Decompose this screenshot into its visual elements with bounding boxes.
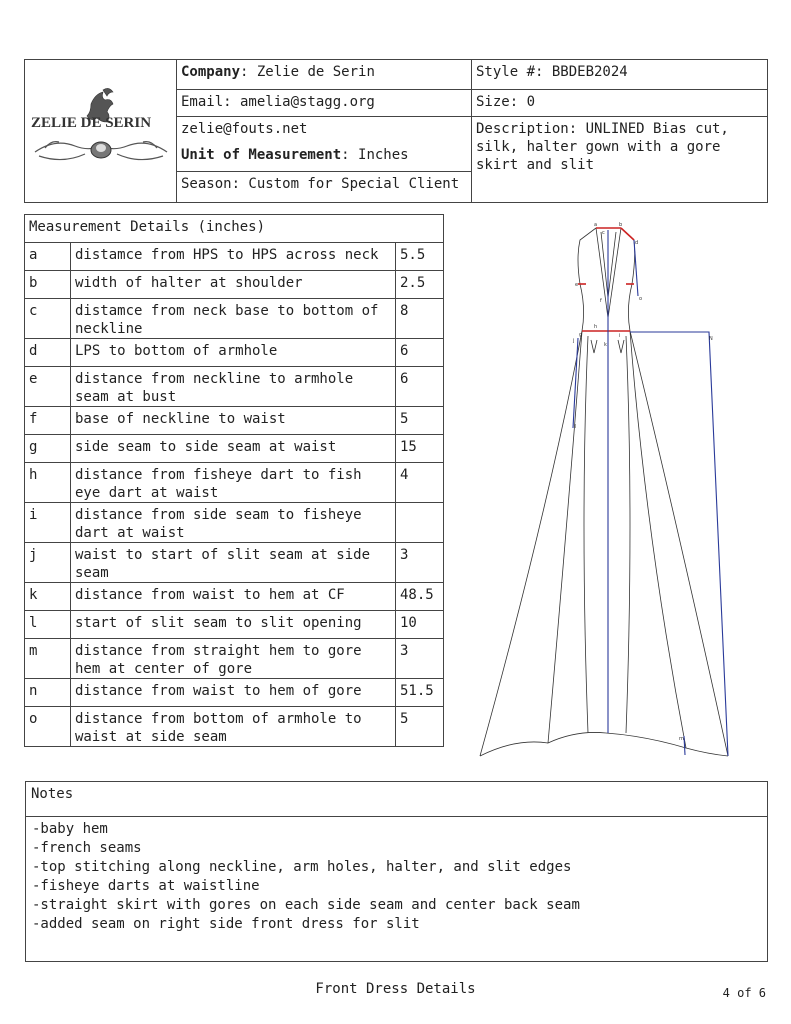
measurement-description: distance from bottom of armhole to waist at side seam [71,707,396,747]
notes-list [26,817,767,937]
svg-text:l: l [575,424,577,430]
style-column [472,60,767,202]
measurement-description: distance from waist to hem of gore [71,679,396,707]
measurement-value: 15 [396,435,444,463]
measurement-description: base of neckline to waist [71,407,396,435]
measurement-description: distance from neckline to armhole seam at bust [71,367,396,407]
svg-text:j: j [573,338,575,344]
svg-text:k: k [604,342,607,348]
page-caption: Front Dress Details [315,981,476,997]
svg-text:b: b [619,222,623,228]
measurement-value: 3 [396,543,444,583]
svg-text:f: f [600,298,602,304]
table-row [25,639,444,679]
note-item: -added seam on right side front dress for slit [32,916,420,932]
measurement-description: waist to start of slit seam at side seam [71,543,396,583]
measurement-key: l [25,611,71,639]
measurement-key: o [25,707,71,747]
measurement-key: d [25,339,71,367]
measurement-value: 6 [396,367,444,407]
measurement-value: 48.5 [396,583,444,611]
measurement-description: distamce from neck base to bottom of neckline [71,299,396,339]
page-number: 4 of 6 [722,986,766,1000]
svg-text:m: m [679,736,684,742]
measurement-key: n [25,679,71,707]
email-secondary: zelie@fouts.net [181,121,308,137]
front-dress-sketch [476,218,766,763]
measurement-key: m [25,639,71,679]
note-item: -straight skirt with gores on each side seam and center back seam [32,897,580,913]
svg-text:o: o [639,296,643,302]
email-unit-field [177,117,471,172]
table-row [25,611,444,639]
measurement-key: f [25,407,71,435]
measurement-key: k [25,583,71,611]
company-column [177,60,472,202]
measurement-key: i [25,503,71,543]
table-row [25,407,444,435]
measurement-value: 51.5 [396,679,444,707]
svg-text:c: c [602,230,605,236]
svg-text:N: N [709,336,713,342]
measurement-key: c [25,299,71,339]
measurement-description: side seam to side seam at waist [71,435,396,463]
season-field: Season: Custom for Special Client [181,176,460,192]
measurement-description: width of halter at shoulder [71,271,396,299]
style-number: Style #: BBDEB2024 [472,60,767,90]
svg-text:e: e [575,282,579,288]
measurement-value: 10 [396,611,444,639]
note-item: -baby hem [32,821,108,837]
measurement-value: 4 [396,463,444,503]
description-field: Description: UNLINED Bias cut, silk, halter gown with a gore skirt and slit [476,121,729,173]
size-field: Size: 0 [472,90,767,117]
table-row [25,299,444,339]
measurement-table-title: Measurement Details (inches) [25,215,444,243]
svg-text:h: h [594,324,598,330]
logo-text: ZELIE DE SERIN [31,115,152,131]
measurement-description: distance from side seam to fisheye dart at waist [71,503,396,543]
measurement-key: a [25,243,71,271]
note-item: -fisheye darts at waistline [32,878,260,894]
measurement-value: 5 [396,707,444,747]
measurement-description: distance from straight hem to gore hem at center of gore [71,639,396,679]
table-row [25,243,444,271]
measurement-value: 2.5 [396,271,444,299]
table-row [25,707,444,747]
table-row [25,679,444,707]
notes-title: Notes [26,782,767,817]
svg-text:i: i [619,333,621,339]
measurement-description: distance from waist to hem at CF [71,583,396,611]
measurement-description: distamce from HPS to HPS across neck [71,243,396,271]
measurement-value: 8 [396,299,444,339]
table-row [25,503,444,543]
measurement-description: distance from fisheye dart to fish eye dart at waist [71,463,396,503]
brand-logo [25,60,177,202]
measurement-key: b [25,271,71,299]
svg-text:d: d [635,240,639,246]
measurement-value [396,503,444,543]
unit-of-measurement: Unit of Measurement: Inches [181,147,409,163]
measurement-value: 6 [396,339,444,367]
note-item: -french seams [32,840,142,856]
measurement-key: h [25,463,71,503]
table-row [25,583,444,611]
measurement-key: j [25,543,71,583]
table-row [25,463,444,503]
measurement-description: LPS to bottom of armhole [71,339,396,367]
logo-cell [25,60,177,202]
measurement-key: g [25,435,71,463]
table-row [25,435,444,463]
measurement-description: start of slit seam to slit opening [71,611,396,639]
table-row [25,543,444,583]
table-row [25,367,444,407]
company-field: Company: Zelie de Serin [177,60,471,90]
header-table [24,59,768,203]
notes-box [25,781,768,962]
measurement-table [24,214,444,747]
svg-text:g: g [579,332,583,338]
measurement-value: 3 [396,639,444,679]
table-row [25,271,444,299]
email-field: Email: amelia@stagg.org [177,90,471,117]
measurement-value: 5 [396,407,444,435]
measurement-value: 5.5 [396,243,444,271]
table-row [25,339,444,367]
measurement-key: e [25,367,71,407]
svg-text:a: a [594,222,598,228]
note-item: -top stitching along neckline, arm holes, halter, and slit edges [32,859,572,875]
